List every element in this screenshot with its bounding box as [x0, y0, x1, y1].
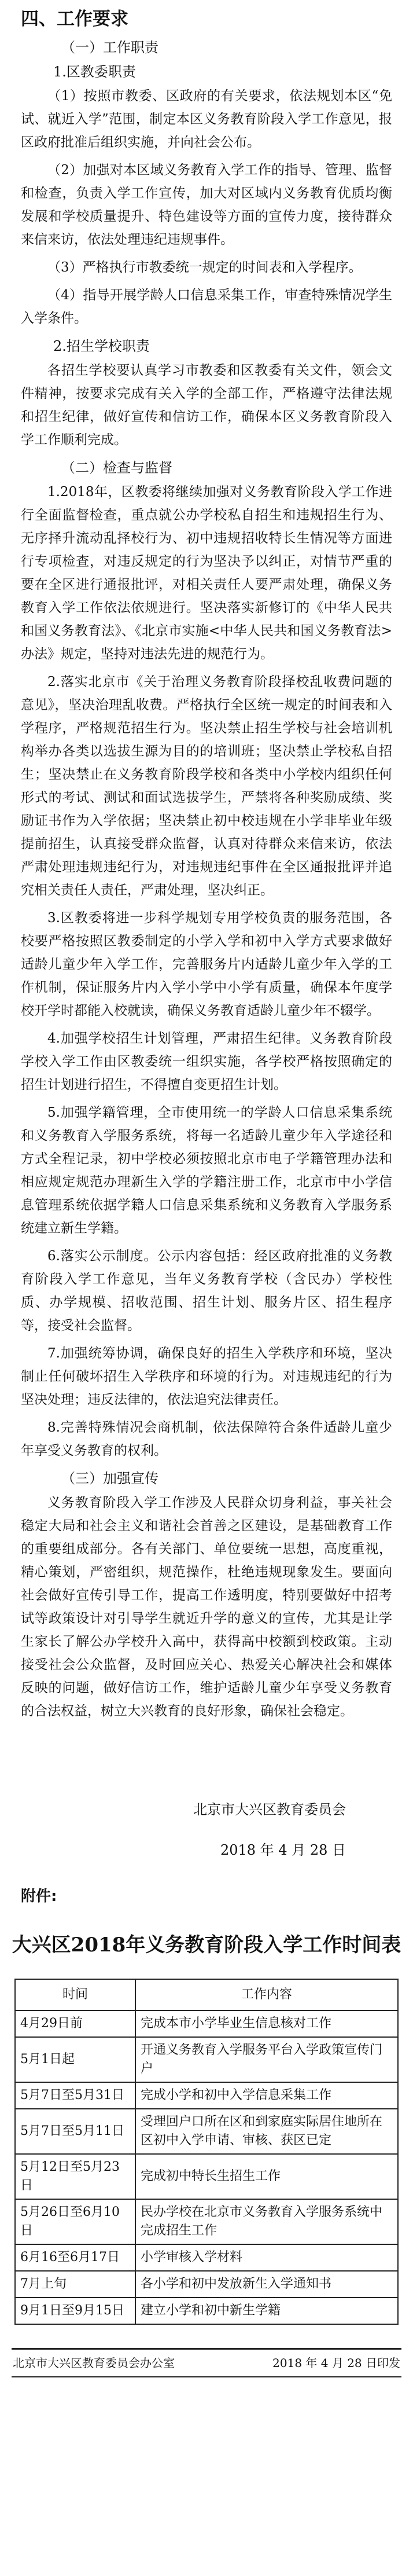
footer-issuer: 北京市大兴区教育委员会办公室 — [13, 2356, 175, 2370]
table-row — [15, 2010, 398, 2037]
duties-heading: （一）工作职责 — [61, 39, 158, 56]
footer-bottom-rule — [12, 2376, 401, 2377]
table-row — [15, 2298, 398, 2324]
schedule-table — [14, 1979, 399, 2325]
inspection-heading: （二）检查与监督 — [61, 460, 172, 476]
district-duty-paragraph: （4）指导开展学龄人口信息采集工作，审查特殊情况学生入学条件。 — [21, 288, 392, 326]
row-content: 受理回户口所在区和到家庭实际居住地所在区初中入学申请、审核、获区已定 — [135, 2109, 398, 2154]
row-content: 完成小学和初中入学信息采集工作 — [135, 2082, 398, 2109]
row-content: 开通义务教育入学服务平台入学政策宣传门户 — [135, 2037, 398, 2082]
publicity-heading: （三）加强宣传 — [61, 1470, 158, 1487]
school-duties-heading: 2.招生学校职责 — [53, 338, 150, 354]
table-row — [15, 2082, 398, 2109]
row-time: 5月12日至5月23日 — [15, 2154, 135, 2199]
inspection-paragraph: 8.完善特殊情况会商机制，依法保障符合条件适龄儿童少年享受义务教育的权利。 — [21, 1420, 392, 1458]
school-duty-paragraph: 各招生学校要认真学习市教委和区教委有关文件，领会文件精神，按要求完成有关入学的全部工作，严格遵守法律法规和招生纪律，做好宣传和信访工作，确保本区义务教育阶段入学工作顺利完成。 — [21, 363, 392, 447]
row-time: 6月16至6月17日 — [15, 2244, 135, 2271]
table-row — [15, 2154, 398, 2199]
inspection-paragraph: 7.加强统筹协调，确保良好的招生入学秩序和环境，坚决制止任何破坏招生入学秩序和环境的行为。对违规违纪的行为坚决处理；违反法律的，依法追究法律责任。 — [21, 1346, 392, 1407]
schedule-col-time: 时间 — [15, 1979, 135, 2010]
row-time: 5月26日至6月10日 — [15, 2199, 135, 2244]
row-content: 小学审核入学材料 — [135, 2244, 398, 2271]
row-content: 建立小学和初中新生学籍 — [135, 2298, 398, 2324]
district-duty-paragraph: （2）加强对本区域义务教育入学工作的指导、管理、监督和检查，负责入学工作宣传，加大对区域内义务教育优质均衡发展和学校质量提升、特色建设等方面的宣传力度，接待群众来信来访，依法处理违纪违规事件。 — [21, 163, 392, 247]
inspection-paragraph: 1.2018年，区教委将继续加强对义务教育阶段入学工作进行全面监督检查，重点就公办学校私自招生和违规招生行为、无序择升流动乱择校行为、初中违规招收特长生情况等方面进行专项检查，对违反规定的行为坚决予以纠正，对情节严重的要在全区进行通报批评，对相关责任人要严肃处理，确保义务教育入学工作依法依规进行。坚决落实新修订的《中华人民共和国义务教育法》、《北京市实施<中华人民共和国义务教育法>办法》规定，坚持对违法先进的规范行为。 — [21, 485, 392, 662]
district-duties-heading: 1.区教委职责 — [53, 64, 136, 80]
signature-org: 北京市大兴区教育委员会 — [193, 1801, 346, 1818]
row-time: 9月1日至9月15日 — [15, 2298, 135, 2324]
row-time: 5月1日起 — [15, 2037, 135, 2082]
row-time: 5月7日至5月31日 — [15, 2082, 135, 2109]
section-heading: 四、工作要求 — [21, 9, 128, 30]
signature-block — [21, 1798, 392, 1862]
table-row — [15, 2244, 398, 2271]
table-row — [15, 2109, 398, 2154]
attachment-label: 附件: — [21, 1888, 57, 1905]
row-content: 民办学校在北京市义务教育入学服务系统中完成招生工作 — [135, 2199, 398, 2244]
schedule-title: 大兴区2018年义务教育阶段入学工作时间表 — [12, 1933, 401, 1957]
table-row — [15, 2271, 398, 2298]
inspection-paragraph: 4.加强学校招生计划管理，严肃招生纪律。义务教育阶段学校入学工作由区教委统一组织实施，各学校严格按照确定的招生计划进行招生，不得擅自变更招生计划。 — [21, 1031, 392, 1092]
schedule-col-content: 工作内容 — [135, 1979, 398, 2010]
district-duty-paragraph: （3）严格执行市教委统一规定的时间表和入学程序。 — [47, 260, 362, 275]
row-content: 完成初中特长生招生工作 — [135, 2154, 398, 2199]
document-page — [0, 6, 413, 2576]
footer — [0, 2350, 413, 2376]
publicity-paragraph: 义务教育阶段入学工作涉及人民群众切身利益，事关社会稳定大局和社会主义和谐社会首善之区建设，是基础教育工作的重要组成部分。各有关部门、单位要统一思想，高度重视，精心策划，严密组织，规范操作，杜绝违规现象发生。要面向社会做好宣传引导工作，提高工作透明度，特别要做好中招考试等政策设计对引导学生就近升学的意义的宣传，尤其是让学生家长了解公办学校升入高中，获得高中校额到校政策。主动接受社会公众监督，及时回应关心、热爱关心解决社会和媒体反映的问题，做好信访工作，维护适龄儿童少年享受义务教育的合法权益，树立大兴教育的良好形象，确保社会稳定。 — [21, 1495, 392, 1719]
inspection-paragraph: 6.落实公示制度。公示内容包括：经区政府批准的义务教育阶段入学工作意见，当年义务教育学校（含民办）学校性质、办学规模、招收范围、招生计划、服务片区、招生程序等，接受社会监督。 — [21, 1249, 392, 1333]
inspection-paragraph: 5.加强学籍管理，全市使用统一的学龄人口信息采集系统和义务教育入学服务系统，将每一名适龄儿童少年入学途径和方式全程记录，初中学校必须按照北京市电子学籍管理办法和相应规定规范办理新生入学的学籍注册工作，北京市中小学信息管理系统依据学籍人口信息采集系统和义务教育入学服务系统建立新生学籍。 — [21, 1105, 392, 1236]
table-row — [15, 2037, 398, 2082]
document-body — [0, 6, 413, 1908]
row-content: 完成本市小学毕业生信息核对工作 — [135, 2010, 398, 2037]
district-duty-paragraph: （1）按照市教委、区政府的有关要求，依法规划本区“免试、就近入学”范围，制定本区义务教育阶段入学工作意见，报区政府批准后组织实施，并向社会公布。 — [21, 89, 392, 150]
row-content: 各小学和初中发放新生入学通知书 — [135, 2271, 398, 2298]
schedule-header-row — [15, 1979, 398, 2010]
row-time: 5月7日至5月11日 — [15, 2109, 135, 2154]
inspection-paragraph: 3.区教委将进一步科学规划专用学校负责的服务范围，各校要严格按照区教委制定的小学入学和初中入学方式要求做好适龄儿童少年入学工作，完善服务片内适龄儿童少年入学的工作机制，保证服务片内入学小学中小学有质量，确保本年度学校开学时都能入校就读，确保义务教育适龄儿童少年不辍学。 — [21, 911, 392, 1018]
signature-date: 2018 年 4 月 28 日 — [220, 1842, 346, 1858]
inspection-paragraph: 2.落实北京市《关于治理义务教育阶段择校乱收费问题的意见》，坚决治理乱收费。严格执行全区统一规定的时间表和入学程序，严格规范招生行为。坚决禁止招生学校与社会培训机构举办各类以选拔生源为目的的培训班；坚决禁止学校私自招生；坚决禁止在义务教育阶段学校和各类中小学校内组织任何形式的考试、测试和面试选拔学生，严禁将各种奖励成绩、奖励证书作为入学依据；坚决禁止初中校违规在小学非毕业年级提前招生，认真接受群众监督，认真对待群众来信来访，依法严肃处理违规违纪行为，对违规违纪事件在全区通报批评并追究相关责任人责任，严肃处理，坚决纠正。 — [21, 674, 392, 898]
table-row — [15, 2199, 398, 2244]
row-time: 7月上旬 — [15, 2271, 135, 2298]
row-time: 4月29日前 — [15, 2010, 135, 2037]
footer-issue-date: 2018 年 4 月 28 日印发 — [272, 2356, 400, 2370]
